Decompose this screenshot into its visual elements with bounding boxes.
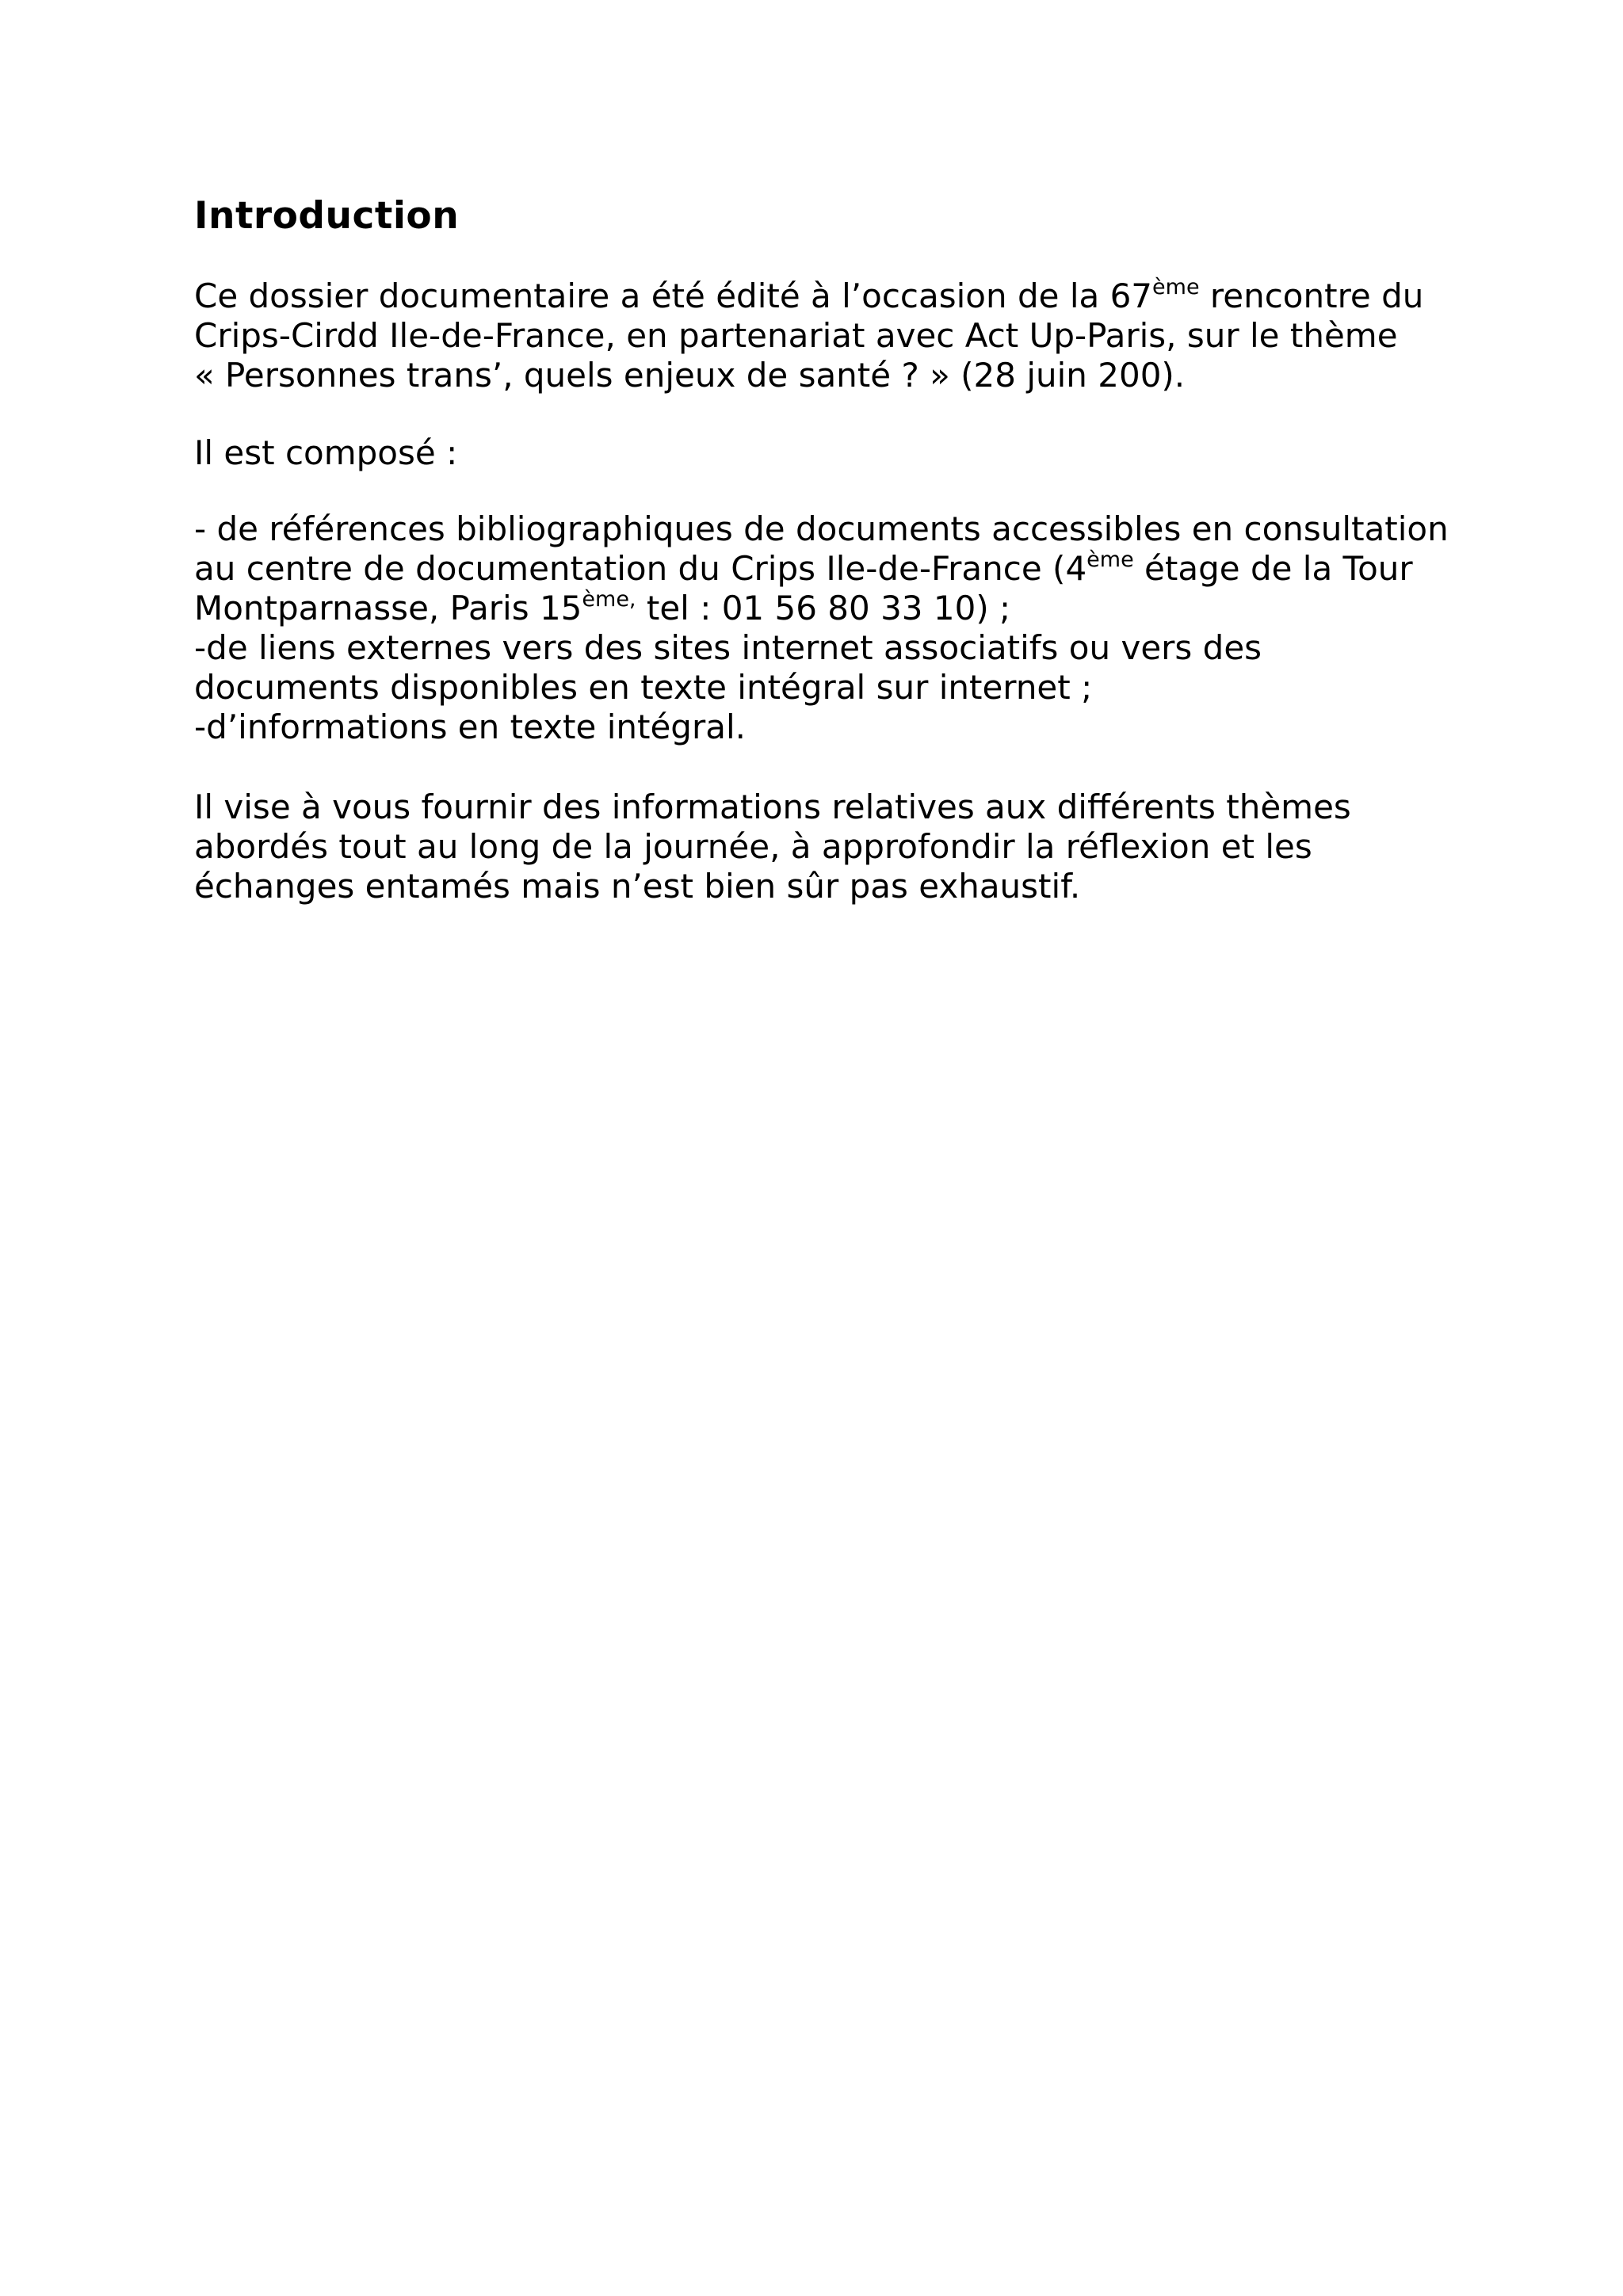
ordinal-superscript: ème xyxy=(1152,275,1200,299)
list-line-3-end: tel : 01 56 80 33 10) ; xyxy=(636,589,1011,627)
list-line-3 xyxy=(194,589,1494,628)
district-superscript: ème, xyxy=(582,587,636,612)
list-line-2-text: au centre de documentation du Crips Ile-de-France (4 xyxy=(194,549,1087,588)
intro-paragraph xyxy=(194,277,1494,395)
intro-line-1 xyxy=(194,277,1494,316)
intro-line-1-text: Ce dossier documentaire a été édité à l’occasion de la 67 xyxy=(194,277,1153,315)
composition-heading: Il est composé : xyxy=(194,433,458,472)
page-title: Introduction xyxy=(194,194,460,238)
purpose-paragraph xyxy=(194,788,1494,906)
list-line-2 xyxy=(194,549,1494,589)
list-line-1: - de références bibliographiques de documents accessibles en consultation xyxy=(194,509,1449,548)
purpose-line-2: abordés tout au long de la journée, à approfondir la réflexion et les xyxy=(194,827,1312,866)
list-line-3-text: Montparnasse, Paris 15 xyxy=(194,589,582,627)
intro-line-3: « Personnes trans’, quels enjeux de santé ? » (28 juin 200). xyxy=(194,356,1186,395)
list-line-5: documents disponibles en texte intégral sur internet ; xyxy=(194,668,1093,707)
composition-list xyxy=(194,509,1494,747)
purpose-line-3: échanges entamés mais n’est bien sûr pas exhaustif. xyxy=(194,867,1081,906)
intro-line-1-end: rencontre du xyxy=(1199,277,1424,315)
purpose-line-1: Il vise à vous fournir des informations relatives aux différents thèmes xyxy=(194,788,1351,826)
list-line-2-end: étage de la Tour xyxy=(1133,549,1413,588)
intro-line-2: Crips-Cirdd Ile-de-France, en partenariat avec Act Up-Paris, sur le thème xyxy=(194,316,1398,355)
list-line-6: -d’informations en texte intégral. xyxy=(194,707,746,746)
page-content xyxy=(194,193,1494,906)
floor-superscript: ème xyxy=(1086,547,1134,572)
list-line-4: -de liens externes vers des sites internet associatifs ou vers des xyxy=(194,628,1262,667)
